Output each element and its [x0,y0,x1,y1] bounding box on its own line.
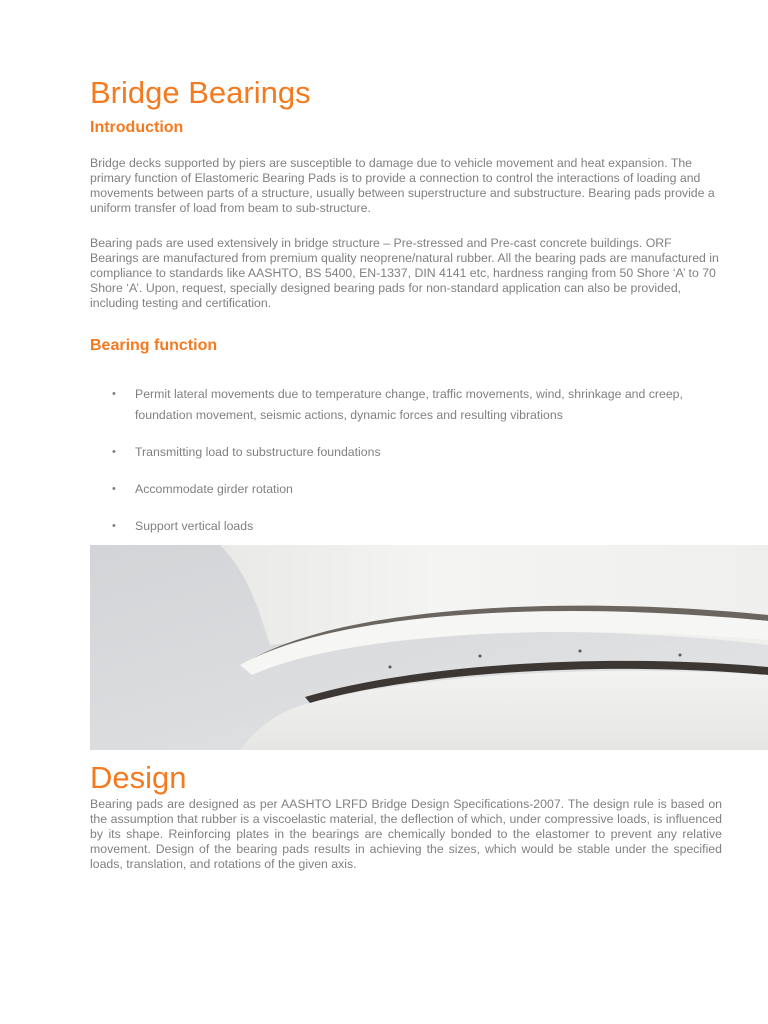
bullet-icon: • [112,388,116,400]
intro-paragraph-1: Bridge decks supported by piers are susceptible to damage due to vehicle movement and heat expansion. The primary function of Elastomeric Bearing Pads is to provide a connection to control the interactions of loading and movements between parts of a structure, usually between superstructure and substructure. Bearing pads provide a uniform transfer of load from beam to sub-structure. [90,156,715,215]
bullet-icon: • [112,446,116,458]
bridge-bearing-photo [90,545,768,750]
page-title: Bridge Bearings [90,75,311,110]
list-item-text: Support vertical loads [135,519,254,533]
list-item [108,479,708,500]
bullet-icon: • [112,520,116,532]
list-item [108,442,708,463]
bearing-function-heading: Bearing function [90,337,218,354]
bearing-illustration [90,545,768,750]
list-item-text: Accommodate girder rotation [135,482,293,496]
design-heading: Design [90,760,187,795]
list-item [108,384,708,426]
design-paragraph: Bearing pads are designed as per AASHTO LRFD Bridge Design Specifications-2007. The design rule is based on the assumption that rubber is a viscoelastic material, the deflection of which, under compressive loads, is influenced by its shape. Reinforcing plates in the bearings are chemically bonded to the elastomer to prevent any relative movement. Design of the bearing pads results in achieving the sizes, which would be stable under the specified loads, translation, and rotations of the given axis. [90,797,722,871]
list-item [108,516,708,537]
bearing-function-list [108,384,708,553]
list-item-text: Transmitting load to substructure foundations [135,445,381,459]
list-item-text: Permit lateral movements due to temperature change, traffic movements, wind, shrinkage and creep, foundation movement, seismic actions, dynamic forces and resulting vibrations [135,387,683,422]
introduction-heading: Introduction [90,119,184,136]
bullet-icon: • [112,483,116,495]
intro-paragraph-2: Bearing pads are used extensively in bridge structure – Pre-stressed and Pre-cast concrete buildings. ORF Bearings are manufactured from premium quality neoprene/natural rubber. All the bearing pads are manufactured in compliance to standards like AASHTO, BS 5400, EN-1337, DIN 4141 etc, hardness ranging from 50 Shore ‘A’ to 70 Shore ‘A’. Upon, request, specially designed bearing pads for non-standard application can also be provided, including testing and certification. [90,236,719,310]
